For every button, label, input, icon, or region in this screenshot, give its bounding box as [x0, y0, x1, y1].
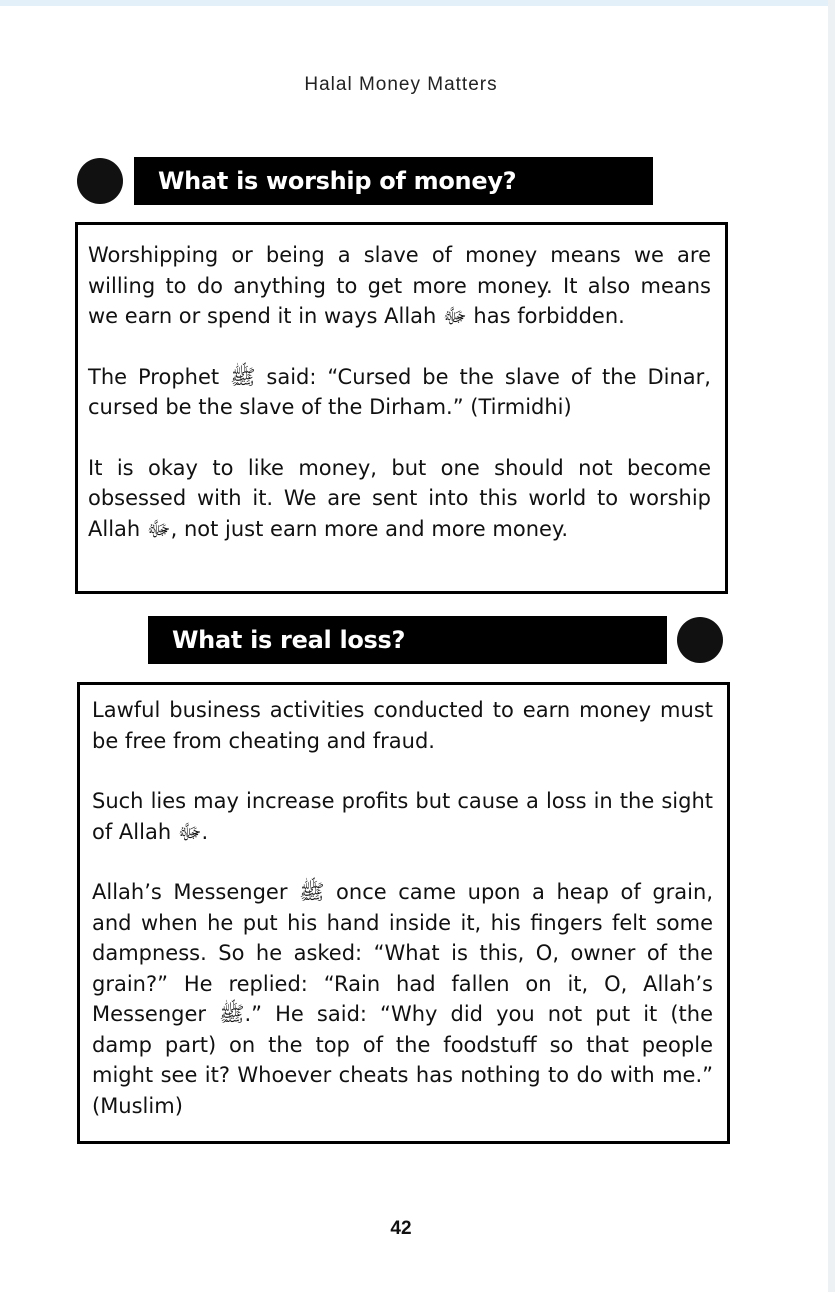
bullet-dot-section-2: [677, 617, 723, 663]
section-2-paragraph-3: Allah’s Messenger ﷺ once came upon a heap of grain, and when he put his hand inside it, his fingers felt some dampness. So he asked: “What is this, O, owner of the grain?” He replied: “Rain had fallen on it, O, Allah’s Messenger ﷺ.” He said: “Why did you not put it (the damp part) on the top of the foodstuff so that people might see it? Whoever cheats has nothing to do with me.” (Muslim): [92, 880, 713, 1118]
section-1-text-box: [75, 222, 728, 594]
section-2-heading: What is real loss?: [148, 616, 667, 664]
running-header: Halal Money Matters: [304, 74, 498, 95]
bullet-dot-section-1: [77, 158, 123, 204]
section-2-paragraph-2: Such lies may increase profits but cause a loss in the sight of Allah ﷻ.: [92, 789, 713, 844]
page-number: 42: [390, 1218, 412, 1239]
section-2-text-box: [77, 682, 730, 1144]
section-1-heading: What is worship of money?: [134, 157, 653, 205]
section-1-paragraph-1: Worshipping or being a slave of money means we are willing to do anything to get more money. It also means we earn or spend it in ways Allah ﷻ has forbidden.: [88, 243, 711, 328]
page-right-edge: [828, 0, 835, 1292]
page-top-edge: [0, 0, 835, 6]
section-1-paragraph-2: The Prophet ﷺ said: “Cursed be the slave of the Dinar, cursed be the slave of the Dirham.” (Tirmidhi): [88, 364, 711, 419]
section-2-paragraph-1: Lawful business activities conducted to earn money must be free from cheating and fraud.: [92, 698, 713, 753]
section-1-paragraph-3: It is okay to like money, but one should not become obsessed with it. We are sent into this world to worship Allah ﷻ, not just earn more and more money.: [88, 455, 711, 541]
